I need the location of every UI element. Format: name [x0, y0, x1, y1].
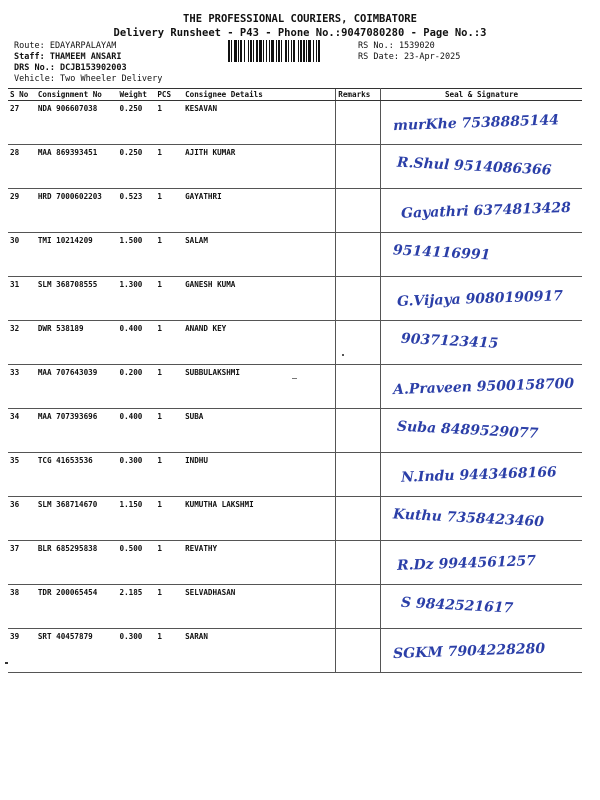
cell-sno: 37 — [8, 541, 36, 585]
cell-consignment: HRD 7000602203 — [36, 189, 118, 233]
handwritten-signature — [381, 277, 581, 319]
cell-sno: 38 — [8, 585, 36, 629]
barcode-bar — [318, 40, 320, 62]
barcode-bar — [244, 40, 245, 62]
cell-remarks — [336, 497, 381, 541]
cell-weight: 0.250 — [118, 101, 156, 145]
table-row — [8, 189, 582, 233]
cell-signature — [381, 453, 582, 497]
staff-label: Staff: THAMEEM ANSARI — [14, 52, 122, 62]
table-row — [8, 585, 582, 629]
cell-consignment: DWR 538189 — [36, 321, 118, 365]
cell-pcs: 1 — [155, 629, 183, 673]
col-header-consignee: Consignee Details — [183, 89, 336, 101]
cell-remarks — [336, 233, 381, 277]
cell-consignee: AJITH KUMAR — [183, 145, 336, 189]
barcode-bar — [278, 40, 280, 62]
signature-text: Kuthu 7358423460 — [392, 506, 545, 531]
cell-signature — [381, 189, 582, 233]
cell-pcs: 1 — [155, 101, 183, 145]
handwritten-signature — [381, 409, 581, 451]
cell-consignment: TDR 200065454 — [36, 585, 118, 629]
cell-remarks — [336, 321, 381, 365]
barcode-bar — [269, 40, 270, 62]
cell-consignment: SLM 368714670 — [36, 497, 118, 541]
table-row — [8, 145, 582, 189]
cell-remarks — [336, 365, 381, 409]
handwritten-signature — [381, 189, 581, 231]
barcode-bar — [256, 40, 258, 62]
barcode — [228, 40, 352, 62]
cell-weight: 0.300 — [118, 453, 156, 497]
signature-text: murKhe 7538885144 — [392, 112, 560, 135]
signature-text: A.Praveen 9500158700 — [392, 375, 575, 399]
signature-text: R.Dz 9944561257 — [396, 553, 537, 574]
cell-pcs: 1 — [155, 233, 183, 277]
handwritten-signature — [381, 497, 581, 539]
cell-weight: 0.400 — [118, 409, 156, 453]
table-row — [8, 365, 582, 409]
table-row — [8, 409, 582, 453]
cell-pcs: 1 — [155, 277, 183, 321]
cell-sno: 31 — [8, 277, 36, 321]
barcode-bar — [263, 40, 264, 62]
table-row — [8, 541, 582, 585]
barcode-bar — [316, 40, 317, 62]
runsheet-title: Delivery Runsheet - P43 - Phone No.:9047080280 - Page No.:3 — [113, 27, 487, 39]
signature-text: Suba 8489529077 — [396, 418, 539, 442]
barcode-bar — [238, 40, 239, 62]
cell-consignee: GANESH KUMA — [183, 277, 336, 321]
scan-mark — [5, 662, 8, 664]
cell-sno: 30 — [8, 233, 36, 277]
runsheet-table — [8, 88, 582, 673]
table-row — [8, 321, 582, 365]
cell-pcs: 1 — [155, 453, 183, 497]
route-label: Route: EDAYARPALAYAM — [14, 41, 117, 51]
cell-consignee: KUMUTHA LAKSHMI — [183, 497, 336, 541]
cell-sno: 33 — [8, 365, 36, 409]
cell-pcs: 1 — [155, 189, 183, 233]
cell-consignee: SUBA — [183, 409, 336, 453]
col-header-consignment: Consignment No — [36, 89, 118, 101]
barcode-bar — [281, 40, 282, 62]
handwritten-signature — [381, 321, 581, 363]
cell-signature — [381, 321, 582, 365]
cell-consignee: ANAND KEY — [183, 321, 336, 365]
cell-sno: 34 — [8, 409, 36, 453]
barcode-bar — [313, 40, 314, 62]
cell-remarks — [336, 629, 381, 673]
barcode-bar — [276, 40, 277, 62]
rs-date: RS Date: 23-Apr-2025 — [358, 52, 461, 62]
cell-consignment: TMI 10214209 — [36, 233, 118, 277]
cell-consignee: KESAVAN — [183, 101, 336, 145]
signature-text: R.Shul 9514086366 — [396, 154, 552, 179]
col-header-weight: Weight — [118, 89, 156, 101]
handwritten-signature — [381, 101, 581, 143]
cell-consignee: INDHU — [183, 453, 336, 497]
cell-pcs: 1 — [155, 409, 183, 453]
cell-sno: 39 — [8, 629, 36, 673]
table-row — [8, 277, 582, 321]
cell-consignment: TCG 41653536 — [36, 453, 118, 497]
barcode-bar — [234, 40, 237, 62]
cell-weight: 0.500 — [118, 541, 156, 585]
table-header-row — [8, 89, 582, 101]
handwritten-signature — [381, 145, 581, 187]
cell-signature — [381, 277, 582, 321]
cell-consignment: MAA 707643039 — [36, 365, 118, 409]
cell-signature — [381, 497, 582, 541]
barcode-bar — [259, 40, 262, 62]
barcode-bar — [308, 40, 311, 62]
vehicle-label: Vehicle: Two Wheeler Delivery — [14, 74, 163, 84]
barcode-bar — [248, 40, 249, 62]
barcode-bar — [291, 40, 292, 62]
signature-text: 9037123415 — [400, 330, 499, 352]
cell-consignee: REVATHY — [183, 541, 336, 585]
cell-weight: 0.250 — [118, 145, 156, 189]
cell-sno: 32 — [8, 321, 36, 365]
handwritten-signature — [381, 233, 581, 275]
cell-sno: 36 — [8, 497, 36, 541]
cell-consignment: MAA 869393451 — [36, 145, 118, 189]
cell-sno: 35 — [8, 453, 36, 497]
cell-pcs: 1 — [155, 497, 183, 541]
barcode-bar — [298, 40, 299, 62]
handwritten-signature — [381, 453, 581, 495]
signature-text: Gayathri 6374813428 — [400, 199, 572, 222]
table-row — [8, 497, 582, 541]
cell-weight: 0.200 — [118, 365, 156, 409]
cell-signature — [381, 585, 582, 629]
cell-pcs: 1 — [155, 321, 183, 365]
scan-mark — [292, 378, 297, 379]
cell-weight: 0.400 — [118, 321, 156, 365]
cell-sno: 28 — [8, 145, 36, 189]
col-header-sno: S No — [8, 89, 36, 101]
barcode-bar — [293, 40, 295, 62]
cell-weight: 0.300 — [118, 629, 156, 673]
cell-consignment: SLM 368708555 — [36, 277, 118, 321]
cell-consignee: SALAM — [183, 233, 336, 277]
barcode-bar — [285, 40, 287, 62]
cell-sno: 27 — [8, 101, 36, 145]
cell-signature — [381, 541, 582, 585]
cell-weight: 1.500 — [118, 233, 156, 277]
cell-remarks — [336, 453, 381, 497]
cell-remarks — [336, 277, 381, 321]
cell-pcs: 1 — [155, 585, 183, 629]
cell-signature — [381, 409, 582, 453]
cell-weight: 1.300 — [118, 277, 156, 321]
cell-signature — [381, 365, 582, 409]
col-header-pcs: PCS — [155, 89, 183, 101]
cell-weight: 0.523 — [118, 189, 156, 233]
cell-signature — [381, 629, 582, 673]
cell-signature — [381, 145, 582, 189]
cell-consignee: GAYATHRI — [183, 189, 336, 233]
signature-text: G.Vijaya 9080190917 — [396, 288, 564, 310]
cell-remarks — [336, 409, 381, 453]
cell-pcs: 1 — [155, 365, 183, 409]
table-row — [8, 453, 582, 497]
barcode-bar — [271, 40, 274, 62]
cell-sno: 29 — [8, 189, 36, 233]
cell-remarks — [336, 101, 381, 145]
cell-pcs: 1 — [155, 145, 183, 189]
rs-number: RS No.: 1539020 — [358, 41, 435, 51]
barcode-bar — [250, 40, 252, 62]
cell-consignment: NDA 906607038 — [36, 101, 118, 145]
handwritten-signature — [381, 541, 581, 583]
barcode-bar — [306, 40, 307, 62]
cell-consignment: BLR 685295838 — [36, 541, 118, 585]
barcode-bar — [231, 40, 232, 62]
barcode-bar — [240, 40, 242, 62]
cell-remarks — [336, 145, 381, 189]
cell-remarks — [336, 541, 381, 585]
cell-weight: 2.185 — [118, 585, 156, 629]
signature-text: 9514116991 — [392, 242, 491, 264]
cell-signature — [381, 233, 582, 277]
col-header-remarks: Remarks — [336, 89, 381, 101]
barcode-bar — [300, 40, 302, 62]
signature-text: SGKM 7904228280 — [392, 640, 546, 663]
cell-consignment: MAA 707393696 — [36, 409, 118, 453]
cell-consignee: SUBBULAKSHMI — [183, 365, 336, 409]
barcode-bar — [303, 40, 305, 62]
cell-consignment: SRT 40457879 — [36, 629, 118, 673]
signature-text: S 9842521617 — [400, 594, 514, 617]
cell-consignee: SARAN — [183, 629, 336, 673]
table-row — [8, 629, 582, 673]
barcode-bar — [228, 40, 230, 62]
barcode-bar — [253, 40, 254, 62]
col-header-signature: Seal & Signature — [381, 89, 582, 101]
cell-remarks — [336, 189, 381, 233]
scan-mark — [342, 354, 344, 356]
drs-label: DRS No.: DCJB153902003 — [14, 63, 127, 73]
handwritten-signature — [381, 365, 581, 407]
cell-consignee: SELVADHASAN — [183, 585, 336, 629]
company-title: THE PROFESSIONAL COURIERS, COIMBATORE — [183, 13, 417, 25]
handwritten-signature — [381, 585, 581, 627]
table-row — [8, 233, 582, 277]
cell-signature — [381, 101, 582, 145]
barcode-bar — [288, 40, 289, 62]
cell-remarks — [336, 585, 381, 629]
handwritten-signature — [381, 629, 581, 671]
table-row — [8, 101, 582, 145]
cell-pcs: 1 — [155, 541, 183, 585]
barcode-bar — [266, 40, 267, 62]
signature-text: N.Indu 9443468166 — [400, 464, 558, 486]
cell-weight: 1.150 — [118, 497, 156, 541]
